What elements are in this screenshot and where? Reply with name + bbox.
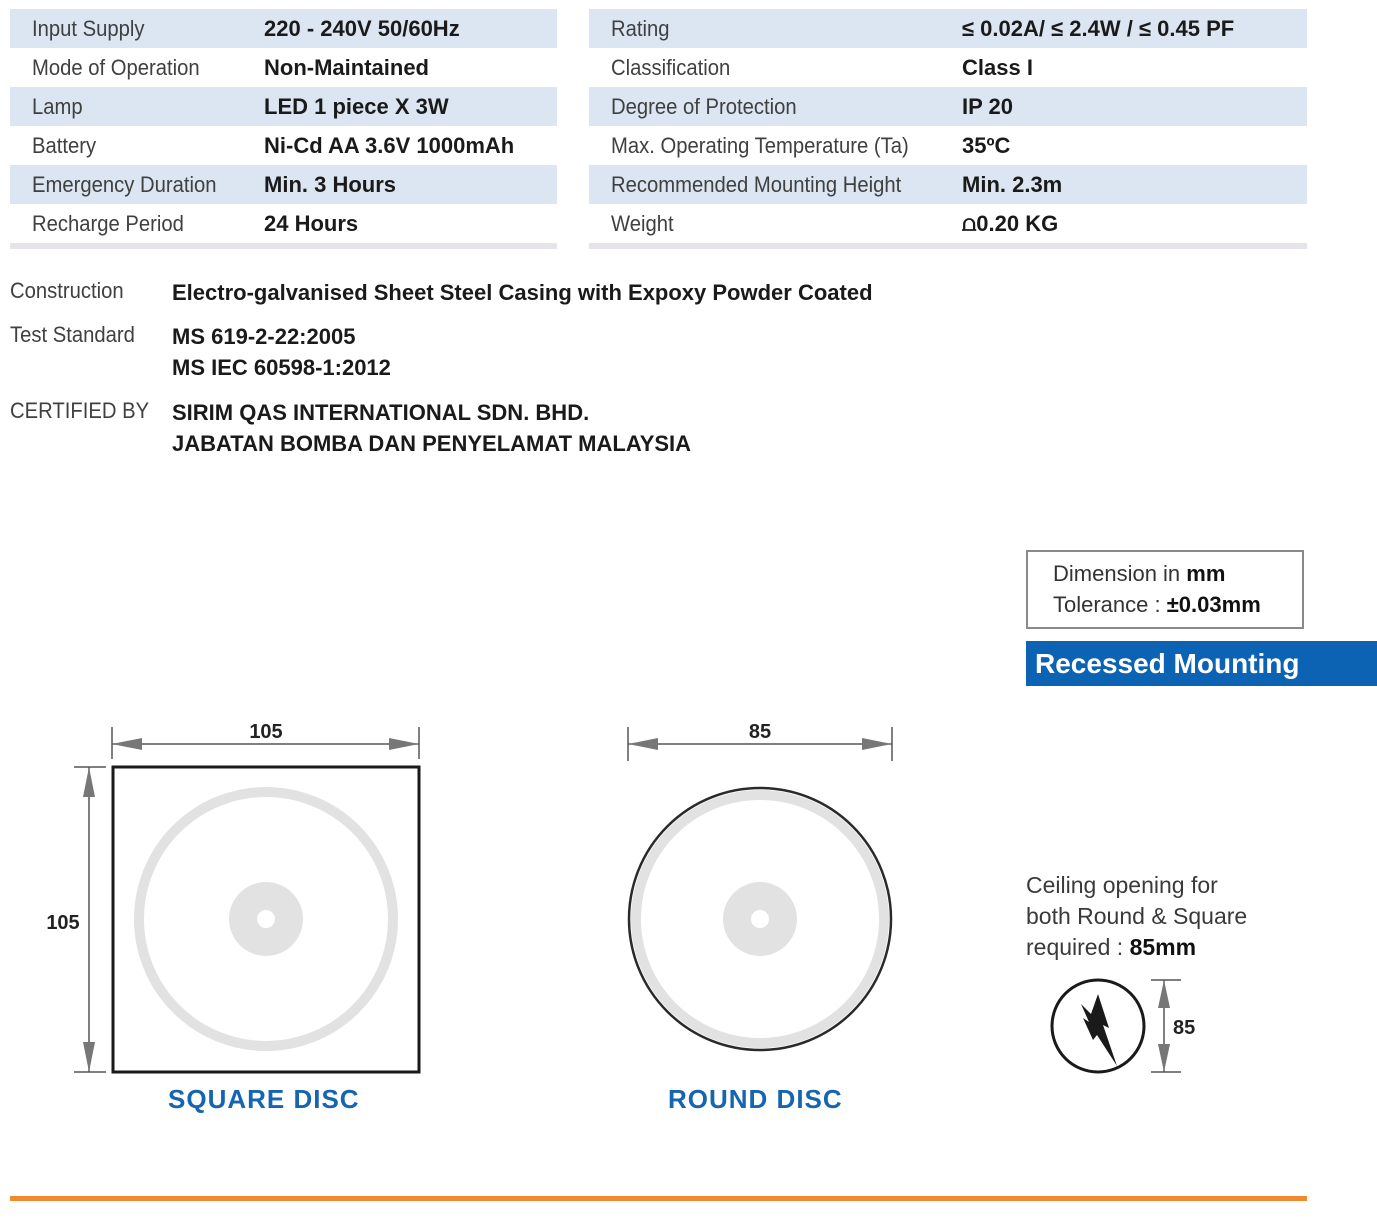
ceiling-opening-diagram [1045,972,1215,1082]
test-standard-label: Test Standard [10,322,135,347]
spec-label: Input Supply [32,15,145,41]
table-divider [10,243,557,249]
spec-row [589,9,1307,48]
dimension-unit: mm [1186,561,1226,586]
test-standard-value-2: MS IEC 60598-1:2012 [172,355,391,380]
spec-value: 35ºC [962,132,1011,158]
ceiling-line-2: both Round & Square [1026,903,1248,929]
arrow-left-icon [112,738,142,750]
spec-label: Weight [611,210,674,236]
spec-label: Battery [32,132,97,158]
spec-table-right [589,9,1307,249]
square-disc-drawing [30,715,450,1085]
tolerance-line [1053,592,1261,618]
spec-label: Recharge Period [32,210,184,236]
spec-label: Rating [611,15,670,41]
dimension-prefix: Dimension in [1053,561,1187,586]
square-width-label: 105 [249,721,283,743]
square-height-label: 105 [46,912,80,934]
spec-table-left [10,9,557,249]
spec-label: Degree of Protection [611,93,797,119]
ceiling-opening-note [1026,870,1247,963]
spec-row [589,126,1307,165]
spec-row [589,87,1307,126]
arrow-left-icon [628,738,658,750]
spec-row [589,204,1307,243]
spec-row [10,87,557,126]
ceiling-required-prefix: required : [1026,934,1130,960]
ceiling-line-1: Ceiling opening for [1026,872,1218,898]
round-width-label: 85 [748,721,772,743]
arrow-up-icon [83,767,95,797]
dimension-note-box [1026,550,1304,629]
spec-value: 24 Hours [264,210,359,236]
spec-row [589,165,1307,204]
arrow-right-icon [862,738,892,750]
spec-value: ≤ 0.02A/ ≤ 2.4W / ≤ 0.45 PF [962,15,1235,41]
arrow-down-icon [83,1042,95,1072]
spec-value: LED 1 piece X 3W [264,93,449,119]
construction-value: Electro-galvanised Sheet Steel Casing with Expoxy Powder Coated [172,280,873,305]
table-divider [589,243,1307,249]
spec-row [10,204,557,243]
spec-row [10,165,557,204]
dimension-unit-line [1053,561,1225,587]
led-point [751,910,769,928]
led-point [257,910,275,928]
spec-row [10,48,557,87]
round-disc-label: ROUND DISC [668,1084,843,1114]
recessed-mounting-banner: Recessed Mounting [1026,641,1377,686]
spec-value: IP 20 [962,93,1013,119]
test-standard-value-1: MS 619-2-22:2005 [172,324,356,349]
certified-by-value-2: JABATAN BOMBA DAN PENYELAMAT MALAYSIA [172,431,692,456]
ceiling-required-value: 85mm [1129,934,1197,960]
spec-row [589,48,1307,87]
certified-by-label: CERTIFIED BY [10,398,150,423]
spec-label: Classification [611,54,731,80]
round-disc-drawing [600,715,920,1065]
spec-value: Ni-Cd AA 3.6V 1000mAh [264,132,515,158]
spec-label: Recommended Mounting Height [611,171,902,197]
arrow-right-icon [389,738,419,750]
certified-by-value-1: SIRIM QAS INTERNATIONAL SDN. BHD. [172,400,590,425]
spec-label: Mode of Operation [32,54,200,80]
spec-label: Max. Operating Temperature (Ta) [611,132,909,158]
spec-label: Emergency Duration [32,171,217,197]
spec-value: ⩍0.20 KG [962,210,1059,236]
tolerance-prefix: Tolerance : [1053,592,1167,617]
spec-value: Non-Maintained [264,54,429,80]
square-disc-label: SQUARE DISC [168,1084,360,1114]
bottom-rule [10,1196,1307,1201]
construction-label: Construction [10,278,124,303]
spec-value: 220 - 240V 50/60Hz [264,15,460,41]
spec-value: Class I [962,54,1033,80]
spec-value: Min. 2.3m [962,171,1063,197]
spec-row [10,126,557,165]
spec-row [10,9,557,48]
opening-dimension-label: 85 [1173,1017,1196,1039]
arrow-down-icon [1158,1044,1170,1072]
spec-value: Min. 3 Hours [264,171,397,197]
arrow-up-icon [1158,980,1170,1008]
ceiling-line-3 [1026,932,1247,963]
tolerance-value: ±0.03mm [1166,592,1261,617]
spec-label: Lamp [32,93,83,119]
